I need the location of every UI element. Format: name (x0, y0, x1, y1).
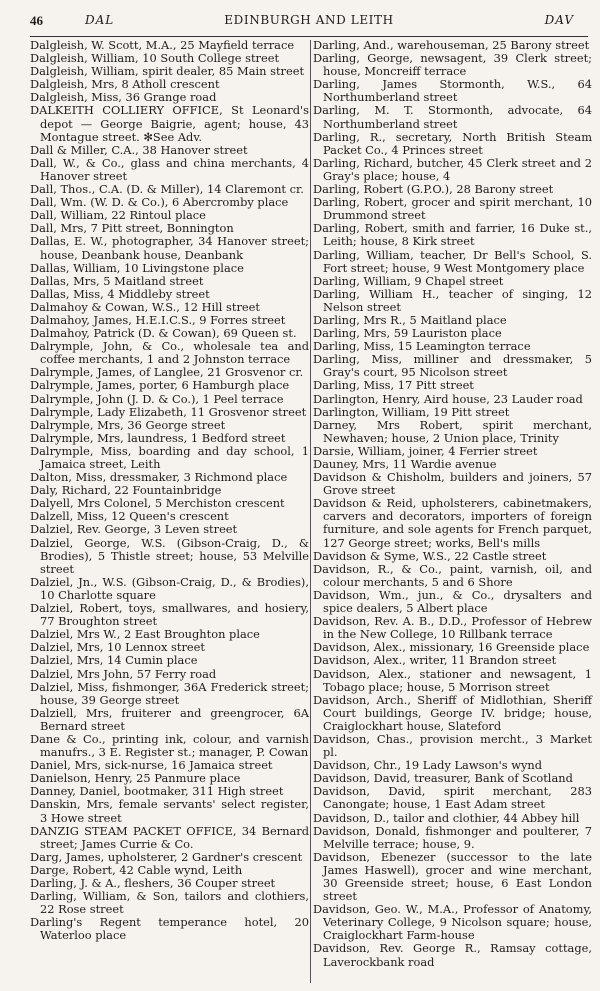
directory-entry: Darling, Robert (G.P.O.), 28 Barony street (313, 182, 554, 197)
directory-entry: Dallas, Mrs, 5 Maitland street (30, 273, 204, 288)
header-rule (30, 36, 588, 37)
directory-entry: Davidson, Rev. George R., Ramsay cottage, Laverockbank road (313, 941, 592, 969)
directory-entry: Dalrymple, James, porter, 6 Hamburgh place (30, 378, 290, 393)
directory-entry: Daniel, Mrs, sick-nurse, 16 Jamaica street (30, 758, 273, 773)
directory-entry: Dall & Miller, C.A., 38 Hanover street (30, 142, 248, 157)
directory-entry: Darling, Miss, 17 Pitt street (313, 378, 474, 393)
directory-entry: Dallas, Miss, 4 Middleby street (30, 286, 210, 301)
directory-entry: Dalrymple, John (J. D. & Co.), 1 Peel terrace (30, 391, 284, 406)
directory-entry: Darling, Mrs R., 5 Maitland place (313, 312, 507, 327)
directory-entry: Dalrymple, Lady Elizabeth, 11 Grosvenor street (30, 404, 307, 419)
directory-entry: Darling, M. T. Stormonth, advocate, 64 Northumberland street (313, 103, 592, 131)
left-column (30, 39, 309, 942)
page-number: 46 (30, 13, 43, 28)
directory-entry: Danskin, Mrs, female servants' select register, 3 Howe street (30, 797, 309, 825)
directory-entry: Davidson, Wm., jun., & Co., drysalters and spice dealers, 5 Albert place (313, 587, 592, 616)
directory-entry: Dalziel, Mrs John, 57 Ferry road (30, 666, 217, 681)
directory-entry: Darsie, William, joiner, 4 Ferrier street (313, 443, 538, 458)
directory-entry: Darg, James, upholsterer, 2 Gardner's crescent (30, 849, 303, 864)
directory-entry: Dalziel, Robert, toys, smallwares, and hosiery, 77 Broughton street (30, 601, 309, 629)
directory-entry: Darling, William, teacher, Dr Bell's School, S. Fort street; house, 9 West Montgomery place (313, 247, 592, 275)
directory-entry: Dalziel, Mrs, 10 Lennox street (30, 640, 205, 655)
directory-entry: Dallas, William, 10 Livingstone place (30, 260, 244, 275)
directory-entry: Darling, J. & A., fleshers, 36 Couper street (30, 876, 276, 890)
directory-entry: Danielson, Henry, 25 Panmure place (30, 771, 241, 786)
directory-entry: Dalgleish, William, spirit dealer, 85 Main street (30, 64, 305, 79)
directory-entry: Davidson, Alex., writer, 11 Brandon street (313, 653, 557, 668)
directory-entry: Davidson, David, treasurer, Bank of Scotland (313, 771, 573, 786)
directory-entry: Davidson, Chas., provision mercht., 3 Market pl. (313, 731, 592, 760)
directory-entry: Davidson, Donald, fishmonger and poulterer, 7 Melville terrace; house, 9. (313, 823, 592, 851)
directory-entry: Dalziel, George, W.S. (Gibson-Craig, D., & Brodies), 5 Thistle street; house, 53 Melville street (30, 535, 309, 576)
left-running-keyword: DAL (85, 13, 115, 27)
directory-entry: Dalton, Miss, dressmaker, 3 Richmond place (30, 470, 288, 485)
directory-entry: Darling, William, 9 Chapel street (313, 273, 504, 288)
directory-entry: Darling, Miss, milliner and dressmaker, 5 Gray's court, 95 Nicolson street (313, 352, 592, 380)
directory-entry: Dalziel, Miss, fishmonger, 36A Frederick street; house, 39 George street (30, 679, 309, 707)
directory-entry: Dalmahoy & Cowan, W.S., 12 Hill street (30, 299, 260, 314)
directory-entry: Darling, Robert, smith and farrier, 16 Duke st., Leith; house, 8 Kirk street (313, 221, 592, 249)
directory-entry: Darling, Mrs, 59 Lauriston place (313, 326, 502, 341)
directory-entry: DANZIG STEAM PACKET OFFICE, 34 Bernard street; James Currie & Co. (30, 823, 309, 851)
directory-entry: Dalyell, Mrs Colonel, 5 Merchiston crescent (30, 496, 285, 511)
directory-entry: Dalgleish, W. Scott, M.A., 25 Mayfield terrace (30, 38, 295, 52)
directory-entry: Davidson, Rev. A. B., D.D., Professor of Hebrew in the New College, 10 Rillbank terrace (313, 614, 592, 642)
directory-entry: Dalziel, Jn., W.S. (Gibson-Craig, D., & Brodies), 10 Charlotte square (30, 574, 309, 602)
directory-entry: Dalziel, Rev. George, 3 Leven street (30, 522, 238, 537)
directory-entry: Dalmahoy, James, H.E.I.C.S., 9 Forres street (30, 312, 286, 327)
directory-entry: Darling, William H., teacher of singing, 12 Nelson street (313, 286, 592, 314)
page-title: EDINBURGH AND LEITH (224, 13, 394, 27)
directory-entry: Davidson & Chisholm, builders and joiners, 57 Grove street (313, 470, 592, 498)
directory-entry: Dalzell, Miss, 12 Queen's crescent (30, 509, 229, 524)
directory-entry: Daly, Richard, 22 Fountainbridge (30, 483, 222, 498)
directory-entry: Dalrymple, Miss, boarding and day school, 1 Jamaica street, Leith (30, 443, 309, 471)
directory-entry: Darling, Richard, butcher, 45 Clerk street and 2 Gray's place; house, 4 (313, 155, 592, 183)
directory-entry: Dallas, E. W., photographer, 34 Hanover street; house, Deanbank house, Deanbank (30, 234, 309, 262)
right-running-keyword: DAV (544, 13, 574, 27)
directory-entry: Davidson & Syme, W.S., 22 Castle street (313, 548, 547, 563)
directory-entry: Dall, W., & Co., glass and china merchants, 4 Hanover street (30, 155, 309, 183)
directory-entry: Darling, James Stormonth, W.S., 64 Northumberland street (313, 77, 592, 105)
directory-entry: Dall, Thos., C.A. (D. & Miller), 14 Claremont cr. (30, 182, 304, 197)
directory-entry: DALKEITH COLLIERY OFFICE, St Leonard's depot — George Baigrie, agent; house, 43 Montague street. ✻See Adv. (30, 103, 309, 144)
directory-entry: Danney, Daniel, bootmaker, 311 High street (30, 784, 284, 799)
directory-entry: Darge, Robert, 42 Cable wynd, Leith (30, 862, 243, 877)
directory-entry: Dauney, Mrs, 11 Wardie avenue (313, 457, 497, 471)
directory-entry: Dalziel, Mrs W., 2 East Broughton place (30, 627, 260, 642)
directory-entry: Darling, Robert, grocer and spirit merchant, 10 Drummond street (313, 195, 592, 223)
directory-entry: Davidson, Chr., 19 Lady Lawson's wynd (313, 758, 543, 773)
directory-entry: Dalmahoy, Patrick (D. & Cowan), 69 Queen st. (30, 326, 297, 341)
page-header (30, 4, 588, 36)
directory-entry: Davidson, R., & Co., paint, varnish, oil, and colour merchants, 5 and 6 Shore (313, 561, 592, 589)
directory-entry: Davidson, D., tailor and clothier, 44 Abbey hill (313, 810, 580, 825)
directory-entry: Dall, Mrs, 7 Pitt street, Bonnington (30, 221, 234, 236)
directory-entry: Darlington, Henry, Aird house, 23 Lauder road (313, 391, 583, 406)
right-column (313, 39, 592, 969)
directory-entry: Davidson, Arch., Sheriff of Midlothian, Sheriff Court buildings, George IV. bridge; house, Craiglockhart house, Slateford (313, 692, 592, 733)
directory-entry: Davidson, Alex., stationer and newsagent, 1 Tobago place; house, 5 Morrison street (313, 666, 592, 694)
directory-entry: Dalgleish, William, 10 South College street (30, 51, 280, 66)
directory-entry: Darney, Mrs Robert, spirit merchant, Newhaven; house, 2 Union place, Trinity (313, 417, 592, 445)
directory-entry: Darling, George, newsagent, 39 Clerk street; house, Moncreiff terrace (313, 51, 592, 79)
directory-entry: Darling, Miss, 15 Leamington terrace (313, 339, 531, 354)
directory-entry: Dalrymple, Mrs, 36 George street (30, 417, 226, 432)
directory-entry: Davidson, David, spirit merchant, 283 Canongate; house, 1 East Adam street (313, 784, 592, 812)
directory-entry: Dall, Wm. (W. D. & Co.), 6 Abercromby place (30, 195, 289, 210)
directory-entry: Dalziell, Mrs, fruiterer and greengrocer, 6A Bernard street (30, 705, 309, 733)
directory-entry: Darling, William, & Son, tailors and clothiers, 22 Rose street (30, 889, 309, 917)
directory-entry: Davidson & Reid, upholsterers, cabinetmakers, carvers and decorators, importers of foreign furniture, and sole agents for French parquet, 127 George street; works, Bell's mills (313, 496, 592, 550)
directory-entry: Dalgleish, Mrs, 8 Atholl crescent (30, 77, 220, 92)
directory-entry: Dane & Co., printing ink, colour, and varnish manufrs., 3 E. Register st.; manager, P. Cowan (30, 731, 309, 760)
directory-entry: Darling's Regent temperance hotel, 20 Waterloo place (30, 915, 309, 943)
directory-entry: Dall, William, 22 Rintoul place (30, 208, 206, 223)
directory-entry: Darling, And., warehouseman, 25 Barony street (313, 38, 590, 52)
directory-entry: Dalrymple, John, & Co., wholesale tea and coffee merchants, 1 and 2 Johnston terrace (30, 339, 309, 367)
directory-entry: Darling, R., secretary, North British Steam Packet Co., 4 Princes street (313, 129, 592, 157)
column-divider (310, 40, 311, 983)
directory-entry: Davidson, Alex., missionary, 16 Greenside place (313, 640, 590, 655)
directory-entry: Dalrymple, Mrs, laundress, 1 Bedford street (30, 430, 286, 445)
directory-entry: Davidson, Geo. W., M.A., Professor of Anatomy, Veterinary College, 9 Nicolson square; house, Craiglockhart Farm-house (313, 902, 592, 943)
directory-entry: Dalziel, Mrs, 14 Cumin place (30, 653, 198, 668)
directory-entry: Davidson, Ebenezer (successor to the late James Haswell), grocer and wine merchant, 30 Greenside street; house, 6 East London street (313, 849, 592, 904)
directory-entry: Dalrymple, James, of Langlee, 21 Grosvenor cr. (30, 365, 304, 380)
directory-entry: Darlington, William, 19 Pitt street (313, 404, 510, 419)
directory-entry: Dalgleish, Miss, 36 Grange road (30, 90, 217, 105)
